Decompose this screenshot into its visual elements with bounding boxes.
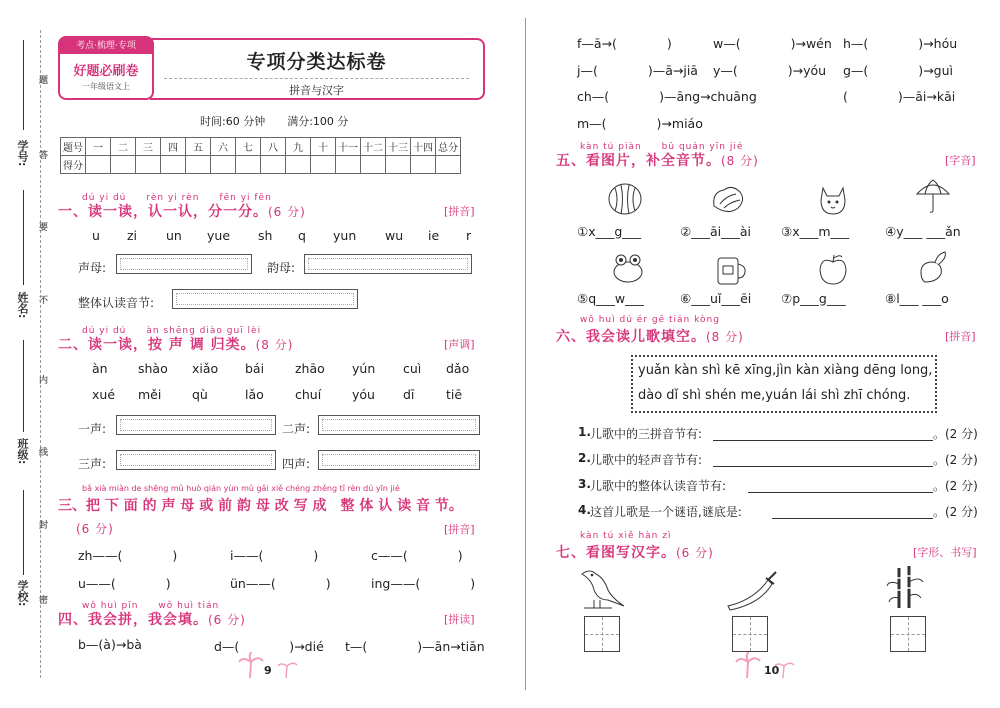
tone-syllable: shào xyxy=(138,361,168,376)
tone1-label: 一声: xyxy=(78,422,107,436)
tone-syllable: yún xyxy=(352,361,376,376)
bird-icon xyxy=(578,566,626,612)
sec5-blank[interactable]: ④y___ ___ǎn xyxy=(885,224,961,239)
sec3-item[interactable]: zh——( ) xyxy=(78,548,178,563)
zhengti-answer-box[interactable] xyxy=(172,289,358,309)
score-header-cell: 四 xyxy=(161,138,186,156)
tone-syllable: zhāo xyxy=(295,361,325,376)
tone-syllable: chuí xyxy=(295,387,322,402)
score-cell[interactable] xyxy=(211,156,236,174)
sec6-tag: [拼音] xyxy=(945,330,976,343)
sec3-score: (6 分) xyxy=(76,522,114,536)
writing-grid-box[interactable] xyxy=(890,616,926,652)
score-header-cell: 十一 xyxy=(336,138,361,156)
score-cell[interactable] xyxy=(311,156,336,174)
score-header-cell: 十四 xyxy=(411,138,436,156)
score-cell[interactable] xyxy=(336,156,361,174)
sec4-item[interactable]: d—( )→dié xyxy=(214,639,324,654)
tone3-label: 三声: xyxy=(78,457,107,471)
class-label: 班级: xyxy=(16,438,29,465)
pinyin-fill[interactable]: w—( )→wén xyxy=(713,36,832,51)
name-line[interactable] xyxy=(23,190,24,285)
student-id-label: 学号: xyxy=(16,140,29,167)
seal-char: 题 xyxy=(37,75,47,84)
tone-syllable: měi xyxy=(138,387,162,402)
sec6-title: 六、我会读儿歌填空。(8 分) xyxy=(556,329,744,345)
answer-line[interactable] xyxy=(713,440,933,441)
score-cell[interactable] xyxy=(111,156,136,174)
seal-char: 答 xyxy=(37,150,47,159)
question-text: 儿歌中的三拼音节有: xyxy=(590,427,703,441)
class-line[interactable] xyxy=(23,340,24,432)
sec3-item[interactable]: ün——( ) xyxy=(230,576,331,591)
sec3-item[interactable]: i——( ) xyxy=(230,548,319,563)
score-cell[interactable] xyxy=(261,156,286,174)
sec3-item[interactable]: c——( ) xyxy=(371,548,463,563)
sec3-title: 三、把 下 面 的 声 母 或 前 韵 母 改 写 成 整 体 认 读 音 节。 xyxy=(58,498,463,514)
radish-icon xyxy=(915,250,951,286)
rhyme-line-2: dào dǐ shì shén me,yuán lái shì zhī chóng. xyxy=(638,388,911,403)
sec5-blank[interactable]: ②___āi___ài xyxy=(680,224,751,239)
pinyin-fill[interactable]: y—( )→yóu xyxy=(713,63,827,78)
question-number: 4. xyxy=(578,503,591,517)
pinyin-item: zi xyxy=(127,228,138,243)
sec5-blank[interactable]: ③x___m___ xyxy=(781,224,850,239)
pinyin-fill[interactable]: m—( )→miáo xyxy=(577,116,703,131)
sec2-pinyin: dú yi dú àn shēng diào guī lèi xyxy=(82,326,262,336)
pinyin-item: q xyxy=(298,228,306,243)
tone-syllable: bái xyxy=(245,361,265,376)
sec3-pinyin: bǎ xià miàn de shēng mǔ huò qián yùn mǔ gǎi xiě chéng zhěng tǐ rèn dú yīn jié xyxy=(82,484,400,493)
tone4-answer-box[interactable] xyxy=(318,450,480,470)
tone-syllable: tiē xyxy=(446,387,463,402)
sec4-item[interactable]: b—(à)→bà xyxy=(78,637,142,652)
sec5-title: 五、看图片，补全音节。(8 分) xyxy=(556,153,759,169)
sec5-blank[interactable]: ⑦p___g___ xyxy=(781,291,846,306)
sec2-tag: [声调] xyxy=(444,338,475,351)
pinyin-item: sh xyxy=(258,228,273,243)
seal-char: 要 xyxy=(37,222,47,231)
sec5-blank[interactable]: ⑥___uǐ___ēi xyxy=(680,291,752,306)
score-header-cell: 题号 xyxy=(61,138,86,156)
sec4-pinyin: wǒ huì pīn wǒ huì tián xyxy=(82,601,220,611)
sec5-tag: [字音] xyxy=(945,154,976,167)
score-header-cell: 九 xyxy=(286,138,311,156)
sec5-pinyin: kàn tú piàn bǔ quán yīn jié xyxy=(580,142,744,152)
tone-syllable: cuì xyxy=(403,361,422,376)
shengmu-answer-box[interactable] xyxy=(116,254,252,274)
score-header-cell: 总分 xyxy=(436,138,461,156)
score-row-label: 得分 xyxy=(61,156,86,174)
sec1-title: 一、读一读，认一认，分一分。(6 分) xyxy=(58,204,306,220)
score-cell[interactable] xyxy=(86,156,111,174)
score-cell[interactable] xyxy=(186,156,211,174)
sec7-tag: [字形、书写] xyxy=(913,546,977,559)
series-badge xyxy=(58,36,154,100)
question-text: 儿歌中的轻声音节有: xyxy=(590,453,703,467)
question-number: 1. xyxy=(578,425,591,439)
sec1-pinyin: dú yi dú rèn yi rèn fēn yi fēn xyxy=(82,193,272,203)
question-text: 这首儿歌是一个谜语,谜底是: xyxy=(590,505,742,519)
tone-syllable: lǎo xyxy=(245,387,264,402)
umbrella-icon xyxy=(915,178,951,214)
sec3-item[interactable]: u——( ) xyxy=(78,576,171,591)
page-subtitle: 拼音与汉字 xyxy=(289,84,344,97)
badge-top: 考点·梳理·专项 xyxy=(60,38,152,54)
school-label: 学校: xyxy=(16,580,29,607)
yunmu-label: 韵母: xyxy=(267,261,296,275)
pinyin-item: un xyxy=(166,228,182,243)
page-title: 专项分类达标卷 xyxy=(246,51,387,73)
score-header-cell: 六 xyxy=(211,138,236,156)
sec5-blank[interactable]: ⑤q___w___ xyxy=(577,291,644,306)
page-number-right: 10 xyxy=(764,664,780,677)
tone3-answer-box[interactable] xyxy=(116,450,276,470)
writing-grid-box[interactable] xyxy=(732,616,768,652)
seal-line xyxy=(40,30,41,678)
header-frame xyxy=(150,38,485,100)
score-header-cell: 七 xyxy=(236,138,261,156)
tone2-answer-box[interactable] xyxy=(318,415,480,435)
score-header-cell: 十二 xyxy=(361,138,386,156)
score-cell[interactable] xyxy=(236,156,261,174)
pinyin-fill[interactable]: f—ā→( ) xyxy=(577,36,672,51)
watermelon-icon xyxy=(607,180,643,216)
bamboo-icon xyxy=(885,564,925,610)
score-table xyxy=(60,137,461,174)
pinyin-fill[interactable]: g—( )→guì xyxy=(843,63,953,78)
sec3-item[interactable]: ing——( ) xyxy=(371,576,476,591)
shengmu-label: 声母: xyxy=(78,261,107,275)
answer-line[interactable] xyxy=(713,466,933,467)
cabbage-icon xyxy=(710,182,746,218)
sec4-tag: [拼读] xyxy=(444,613,475,626)
name-label: 姓名: xyxy=(16,292,29,319)
badge-title: 好题必刷卷 xyxy=(73,64,139,79)
sec3-tag: [拼音] xyxy=(444,523,475,536)
tone1-answer-box[interactable] xyxy=(116,415,276,435)
score-cell[interactable] xyxy=(386,156,411,174)
tone-syllable: dǎo xyxy=(446,361,470,376)
school-line[interactable] xyxy=(23,490,24,575)
question-number: 3. xyxy=(578,477,591,491)
answer-line[interactable] xyxy=(772,518,933,519)
score-cell[interactable] xyxy=(361,156,386,174)
pinyin-item: yun xyxy=(333,228,357,243)
seal-char: 封 xyxy=(37,520,47,529)
score-cell[interactable] xyxy=(411,156,436,174)
pinyin-fill[interactable]: j—( )—ā→jiā xyxy=(577,63,698,78)
score-cell[interactable] xyxy=(161,156,186,174)
seal-char: 线 xyxy=(37,447,47,456)
tone-syllable: àn xyxy=(92,361,108,376)
tone-syllable: qù xyxy=(192,387,208,402)
answer-line[interactable] xyxy=(748,492,933,493)
mug-icon xyxy=(712,252,748,288)
sec6-pinyin: wǒ huì dú ér gē tián kòng xyxy=(580,315,720,325)
pinyin-item: yue xyxy=(207,228,231,243)
question-score: 。(2 分) xyxy=(933,427,978,441)
pinyin-item: ie xyxy=(428,228,440,243)
sec4-title: 四、我会拼，我会填。(6 分) xyxy=(58,612,246,628)
knife-icon xyxy=(724,570,780,612)
question-score: 。(2 分) xyxy=(933,453,978,467)
frog-icon xyxy=(610,250,646,286)
student-id-line[interactable] xyxy=(23,40,24,130)
tone2-label: 二声: xyxy=(282,422,311,436)
question-text: 儿歌中的整体认读音节有: xyxy=(590,479,727,493)
yunmu-answer-box[interactable] xyxy=(304,254,472,274)
score-header-cell: 十三 xyxy=(386,138,411,156)
badge-sub: 一年级语文上 xyxy=(82,82,130,91)
sec5-blank[interactable]: ⑧l___ ___o xyxy=(885,291,949,306)
score-header-cell: 三 xyxy=(136,138,161,156)
tone-syllable: yóu xyxy=(352,387,375,402)
pinyin-fill[interactable]: h—( )→hóu xyxy=(843,36,958,51)
score-header-cell: 十 xyxy=(311,138,336,156)
pinyin-item: u xyxy=(92,228,100,243)
sec7-pinyin: kàn tú xiě hàn zì xyxy=(580,531,672,541)
sec5-blank[interactable]: ①x___g___ xyxy=(577,224,642,239)
score-cell[interactable] xyxy=(436,156,461,174)
sec2-title: 二、读一读，按 声 调 归类。(8 分) xyxy=(58,337,294,353)
sec4-item[interactable]: t—( )—ān→tiān xyxy=(345,639,485,654)
page-number-left: 9 xyxy=(264,664,272,677)
sec7-title: 七、看图写汉字。(6 分) xyxy=(556,545,714,561)
seal-char: 内 xyxy=(37,375,47,384)
pinyin-item: wu xyxy=(385,228,404,243)
seal-char: 不 xyxy=(37,295,47,304)
nursery-rhyme-box xyxy=(631,355,937,413)
tone-syllable: xué xyxy=(92,387,116,402)
score-header-cell: 一 xyxy=(86,138,111,156)
question-score: 。(2 分) xyxy=(933,505,978,519)
tone4-label: 四声: xyxy=(282,457,311,471)
pinyin-fill[interactable]: ch—( )—āng→chuāng xyxy=(577,89,757,104)
seal-char: 密 xyxy=(37,595,47,604)
score-header-cell: 二 xyxy=(111,138,136,156)
question-score: 。(2 分) xyxy=(933,479,978,493)
score-cell[interactable] xyxy=(136,156,161,174)
rhyme-line-1: yuǎn kàn shì kē xīng,jìn kàn xiàng dēng long, xyxy=(638,363,933,378)
pinyin-fill[interactable]: ( )—āi→kāi xyxy=(843,89,956,104)
score-header-cell: 八 xyxy=(261,138,286,156)
score-header-cell: 五 xyxy=(186,138,211,156)
exam-meta: 时间:60 分钟 满分:100 分 xyxy=(200,115,349,128)
score-cell[interactable] xyxy=(286,156,311,174)
cat-icon xyxy=(815,182,851,218)
sec1-tag: [拼音] xyxy=(444,205,475,218)
writing-grid-box[interactable] xyxy=(584,616,620,652)
tone-syllable: dī xyxy=(403,387,415,402)
question-number: 2. xyxy=(578,451,591,465)
tone-syllable: xiǎo xyxy=(192,361,219,376)
zhengti-label: 整体认读音节: xyxy=(78,296,155,310)
page-divider xyxy=(525,18,526,690)
pinyin-item: r xyxy=(466,228,472,243)
apple-icon xyxy=(815,252,851,288)
